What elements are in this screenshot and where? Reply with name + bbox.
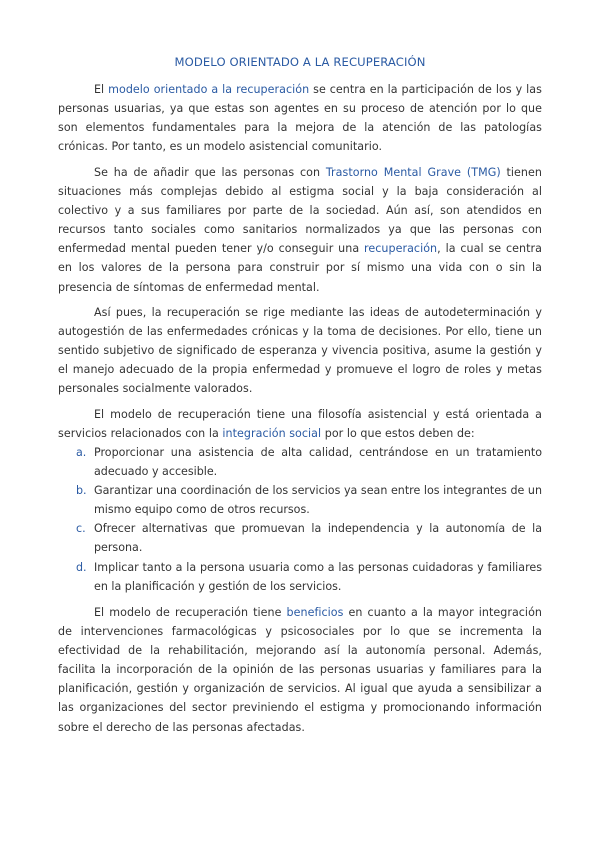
paragraph-intro — [58, 80, 542, 156]
list-item — [58, 481, 542, 519]
keyword-modelo-orientado: modelo orientado a la recuperación — [108, 83, 310, 96]
keyword-integracion-social: integración social — [222, 427, 322, 441]
keyword-recuperacion: recuperación — [364, 242, 438, 256]
paragraph-autodeterminacion: Así pues, la recuperación se rige mediante las ideas de autodeterminación y autogestión de las enfermedades crónicas y la toma de decisiones. Por ello, tiene un sentido subjetivo de significado de esperanza y vivencia positiva, asume la gestión y el manejo adecuado de la propia enfermedad y promueve el logro de roles y metas personales socialmente valorados. — [58, 306, 542, 396]
keyword-beneficios: beneficios — [286, 606, 344, 619]
list-marker: d. — [76, 560, 87, 574]
list-item-text: Garantizar una coordinación de los servicios ya sean entre los integrantes de un mismo equipo como de otros recursos. — [94, 484, 542, 517]
p1-text-b: se centra en la participación de los y las personas usuarias, ya que estas son agentes en su proceso de atención por lo que son elementos fundamentales para la mejora de la atención de las patologías crónicas. Por tanto, es un modelo asistencial comunitario. — [58, 83, 542, 154]
p5-text-b: en cuanto a la mayor integración de intervenciones farmacológicas y psicosociales por lo que se incrementa la efectividad de la rehabilitación, mejorando así la autonomía personal. Además, facilita la incorporación de la opinión de las personas usuarias y familiares para la planificación, gestión y organización de servicios. Al igual que ayuda a sensibilizar a las organizaciones del sector previniendo el estigma y promocionando información sobre el derecho de las personas afectadas. — [58, 606, 542, 734]
p2-text-a: Se ha de añadir que las personas con — [94, 166, 326, 179]
list-item-text: Ofrecer alternativas que promuevan la independencia y la autonomía de la persona. — [94, 522, 542, 555]
list-item — [58, 519, 542, 557]
paragraph-beneficios — [58, 603, 542, 737]
paragraph-filosofia — [58, 405, 542, 443]
list-item — [58, 443, 542, 481]
paragraph-tmg — [58, 163, 542, 297]
keyword-tmg: Trastorno Mental Grave (TMG) — [325, 166, 501, 179]
page-title: MODELO ORIENTADO A LA RECUPERACIÓN — [174, 55, 426, 69]
p5-text-a: El modelo de recuperación tiene — [94, 606, 287, 619]
list-marker: b. — [76, 484, 87, 498]
p2-text-b: tienen situaciones más complejas debido al estigma social y la baja consideración al colectivo y a sus familiares por parte de la sociedad. Aún así, son atendidos en recursos tanto sociales como sanitarios normalizados ya que las personas con enfermedad mental pueden tener y/o conseguir una — [58, 166, 542, 256]
list-item — [58, 558, 542, 596]
list-item-text: Implicar tanto a la persona usuaria como a las personas cuidadoras y familiares en la planificación y gestión de los servicios. — [94, 560, 542, 593]
service-list — [58, 443, 542, 596]
list-marker: c. — [76, 522, 86, 536]
p2-text-c: , la cual se centra en los valores de la persona para construir por sí mismo una vida con o sin la presencia de síntomas de enfermedad mental. — [58, 242, 542, 294]
p4-text-a: El modelo de recuperación tiene una filosofía asistencial y está orientada a servicios relacionados con la — [58, 408, 542, 441]
p4-text-b: por lo que estos deben de: — [321, 427, 475, 441]
list-item-text: Proporcionar una asistencia de alta calidad, centrándose en un tratamiento adecuado y accesible. — [94, 446, 542, 479]
list-marker: a. — [76, 446, 87, 459]
p1-text-a: El — [94, 83, 109, 96]
